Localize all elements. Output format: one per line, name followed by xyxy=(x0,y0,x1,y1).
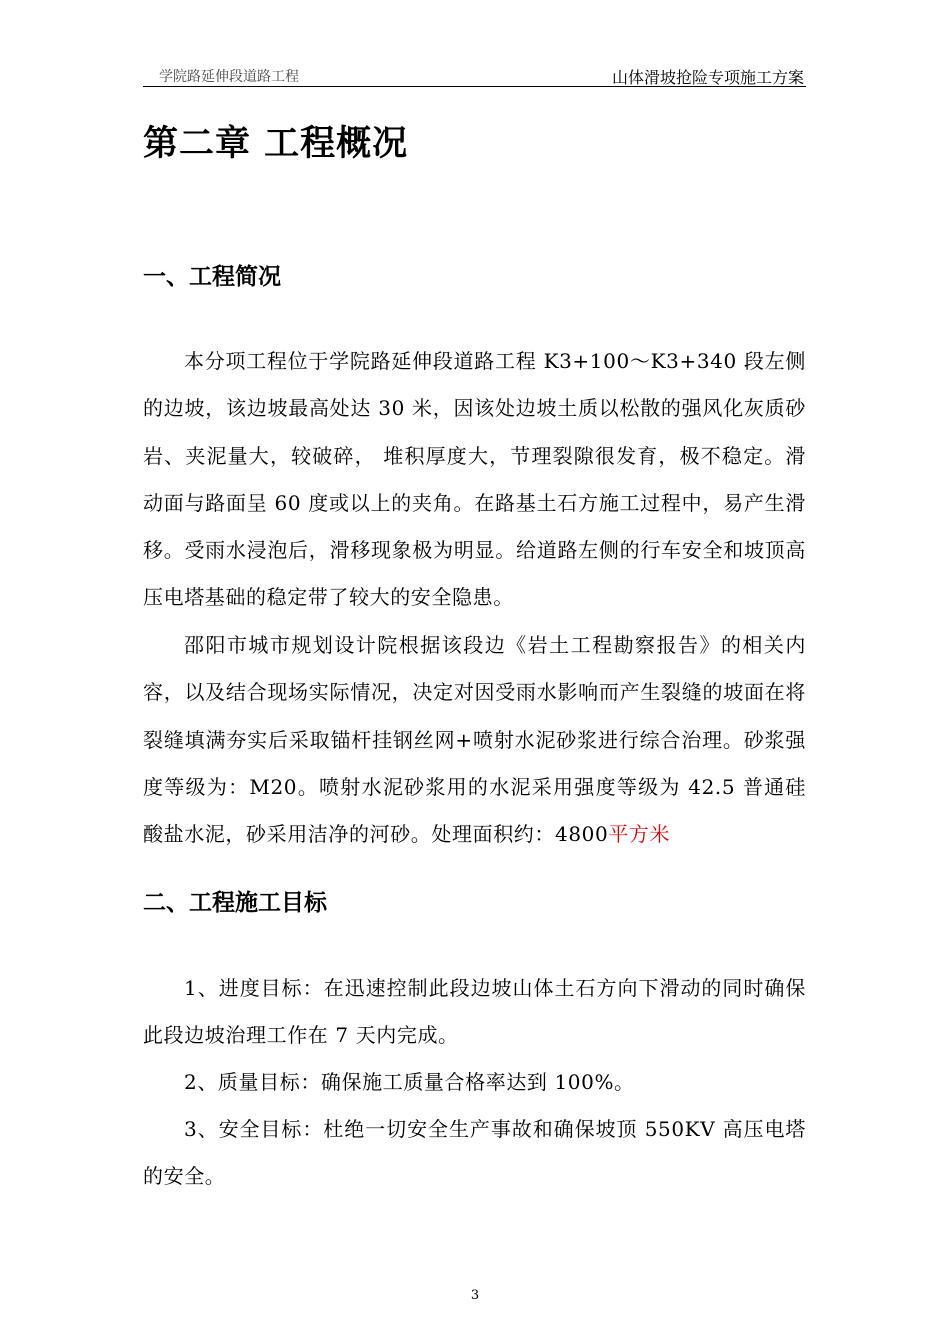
overview-paragraph-2-text: 邵阳市城市规划设计院根据该段边《岩土工程勘察报告》的相关内容，以及结合现场实际情况，决定对因受雨水影响而产生裂缝的坡面在将裂缝填满夯实后采取锚杆挂钢丝网+喷射水泥砂浆进行综合治理。砂浆强度等级为：M20。喷射水泥砂浆用的水泥采用强度等级为 42.5 普通硅酸盐水泥，砂采用洁净的河砂。处理面积约：4800 xyxy=(143,633,806,847)
page-header xyxy=(143,62,806,87)
area-unit-highlight: 平方米 xyxy=(608,822,671,847)
section-heading-goals: 二、工程施工目标 xyxy=(143,890,327,916)
overview-paragraph-2 xyxy=(143,622,806,858)
section-heading-overview: 一、工程简况 xyxy=(143,264,281,290)
page-number: 3 xyxy=(470,1288,480,1303)
goal-safety: 3、安全目标：杜绝一切安全生产事故和确保坡顶 550KV 高压电塔的安全。 xyxy=(143,1117,806,1189)
goal-schedule: 1、进度目标：在迅速控制此段边坡山体土石方向下滑动的同时确保此段边坡治理工作在 7 天内完成。 xyxy=(143,976,806,1048)
header-document-title: 山体滑坡抢险专项施工方案 xyxy=(611,68,804,87)
header-project-name: 学院路延伸段道路工程 xyxy=(159,69,299,85)
overview-paragraph-1: 本分项工程位于学院路延伸段道路工程 K3+100～K3+340 段左侧的边坡，该边坡最高处达 30 米，因该处边坡土质以松散的强风化灰质砂岩、夹泥量大，较破碎， 堆积厚度大，节理裂隙很发育，极不稳定。滑动面与路面呈 60 度或以上的夹角。在路基土石方施工过程中，易产生滑移。受雨水浸泡后，滑移现象极为明显。给道路左侧的行车安全和坡顶高压电塔基础的稳定带了较大的安全隐患。 xyxy=(143,349,806,610)
goal-quality: 2、质量目标：确保施工质量合格率达到 100%。 xyxy=(184,1070,635,1094)
chapter-title: 第二章 工程概况 xyxy=(143,124,409,164)
